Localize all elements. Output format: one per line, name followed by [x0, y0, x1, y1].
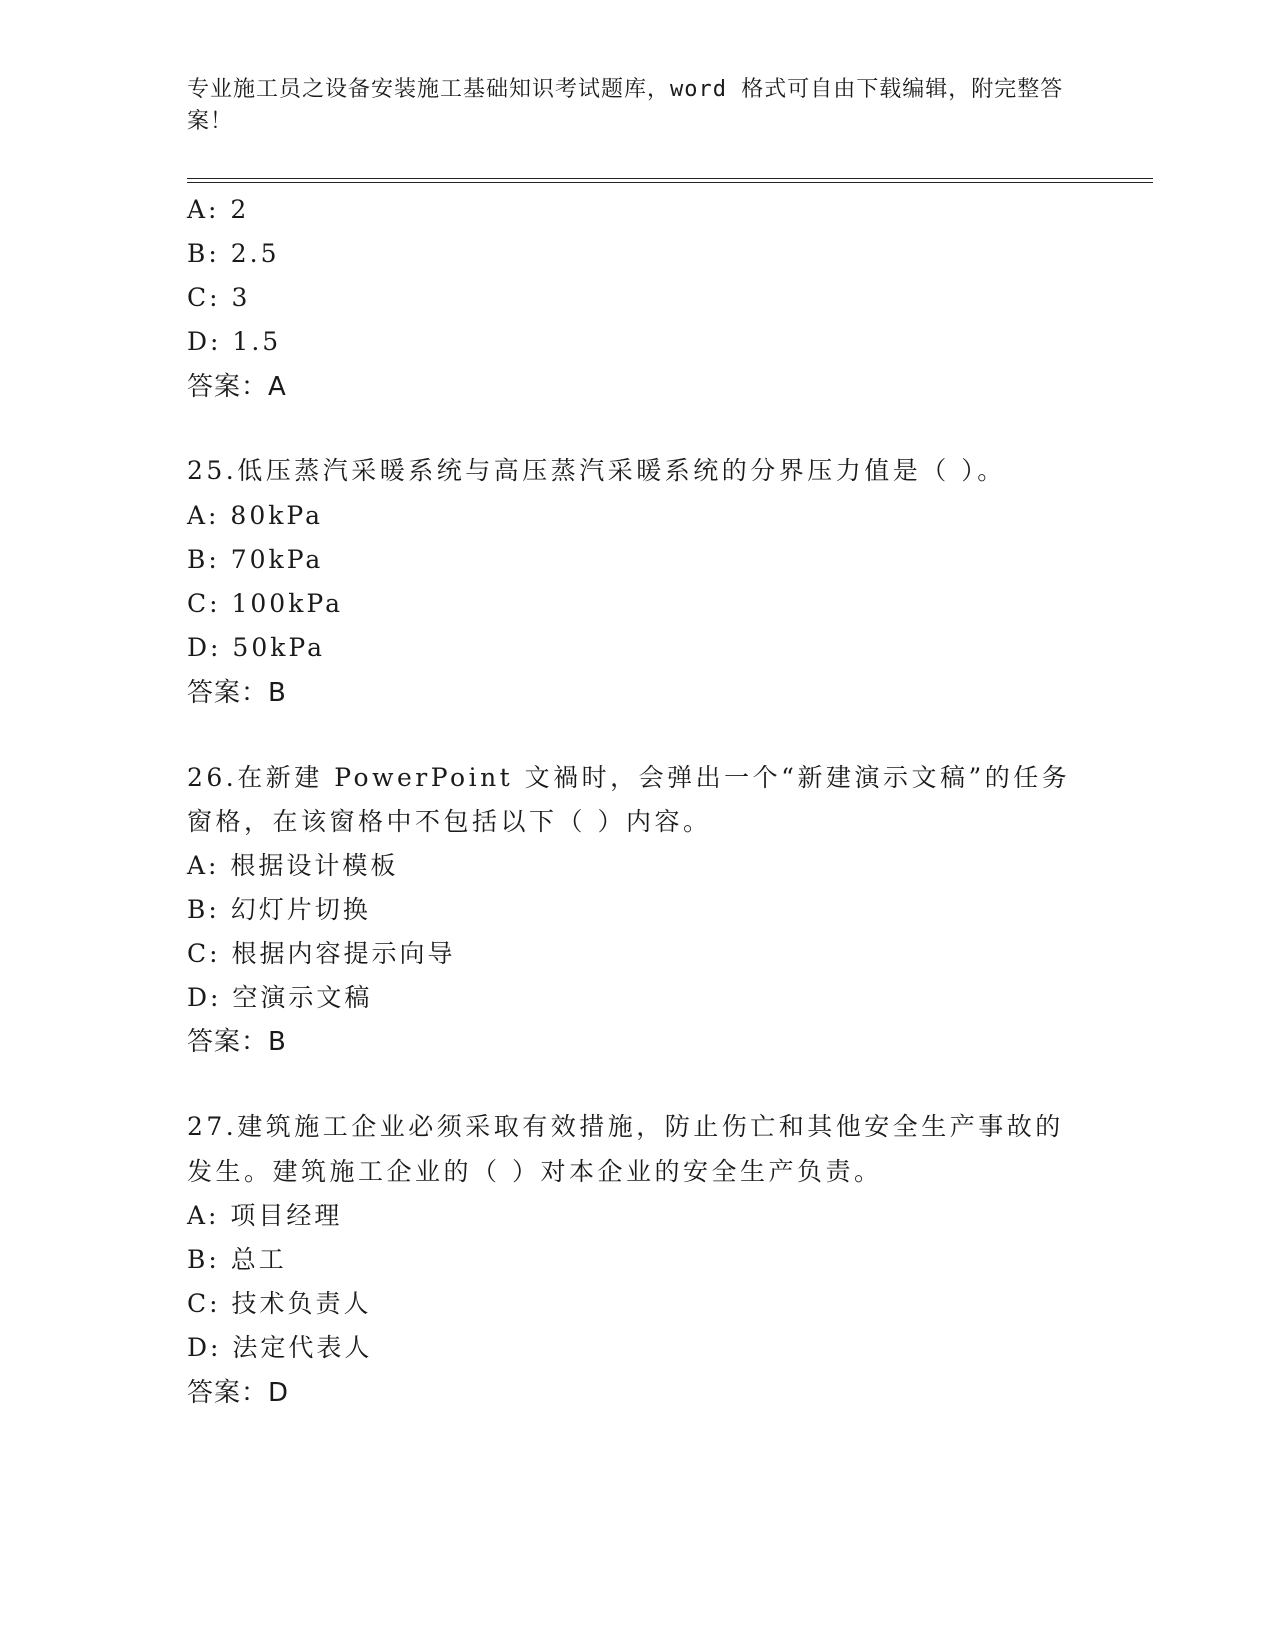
header-divider-bottom — [187, 182, 1153, 183]
answer-label: 答案：A — [187, 372, 287, 402]
question-stem: 25.低压蒸汽采暖系统与高压蒸汽采暖系统的分界压力值是（ ）。 — [187, 456, 1006, 485]
option-a: A: 2 — [187, 195, 250, 224]
question-stem-line-2: 发生。建筑施工企业的（ ）对本企业的安全生产负责。 — [187, 1157, 883, 1186]
answer-label: 答案：B — [187, 1027, 287, 1057]
question-stem-line-2: 窗格，在该窗格中不包括以下（ ）内容。 — [187, 807, 712, 836]
option-c: C: 100kPa — [187, 589, 343, 618]
option-c: C: 3 — [187, 283, 251, 312]
option-b: B: 2.5 — [187, 239, 280, 268]
option-c: C: 技术负责人 — [187, 1289, 372, 1318]
option-d: D: 法定代表人 — [187, 1333, 373, 1362]
option-a: A: 项目经理 — [187, 1201, 343, 1230]
option-b: B: 总工 — [187, 1245, 287, 1274]
header-divider-top — [187, 178, 1153, 179]
option-a: A: 80kPa — [187, 501, 323, 530]
answer-label: 答案：B — [187, 678, 287, 708]
option-d: D: 50kPa — [187, 633, 325, 662]
question-stem-line-1: 27.建筑施工企业必须采取有效措施，防止伤亡和其他安全生产事故的 — [187, 1112, 1064, 1141]
option-c: C: 根据内容提示向导 — [187, 939, 456, 968]
option-d: D: 空演示文稿 — [187, 983, 373, 1012]
option-b: B: 70kPa — [187, 545, 324, 574]
option-b: B: 幻灯片切换 — [187, 895, 371, 924]
option-d: D: 1.5 — [187, 327, 282, 356]
answer-label: 答案：D — [187, 1378, 290, 1408]
document-header: 专业施工员之设备安装施工基础知识考试题库，word 格式可自由下载编辑，附完整答案！ — [187, 77, 1064, 134]
question-stem-line-1: 26.在新建 PowerPoint 文禍时，会弹出一个“新建演示文稿”的任务 — [187, 763, 1071, 792]
option-a: A: 根据设计模板 — [187, 851, 399, 880]
